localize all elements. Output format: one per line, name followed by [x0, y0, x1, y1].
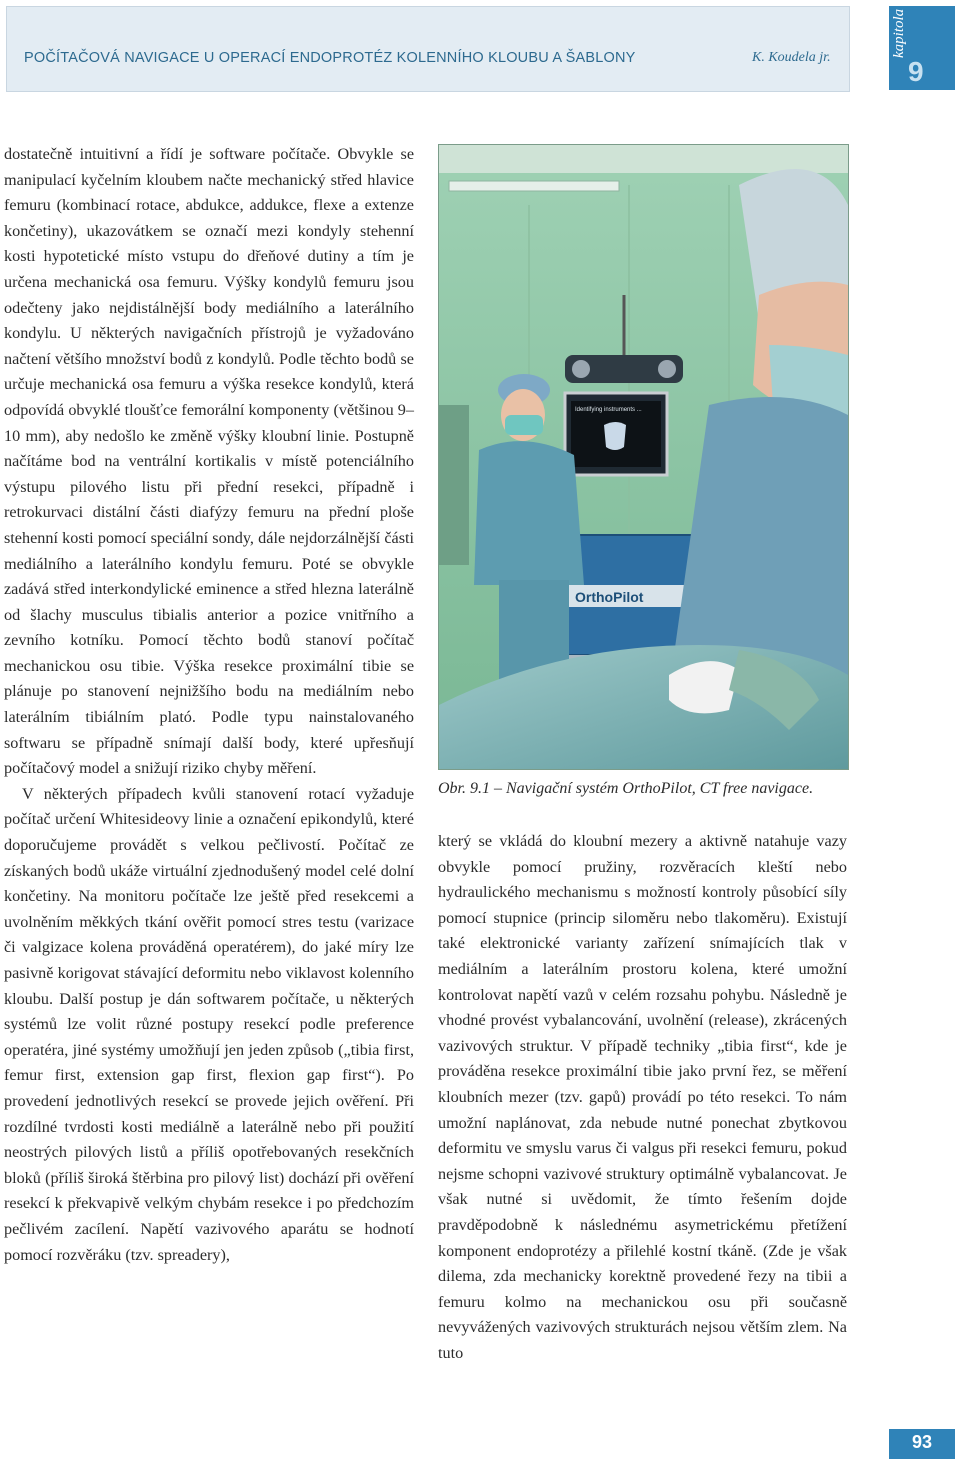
left-paragraph-1: dostatečně intuitivní a řídí je software počítače. Obvykle se manipulací kyčelním kloubem načte mechanický střed hlavice femuru (kombinací rotace, abdukce, addukce, flexe a extenze končetiny), ukazovátkem se označí mezi kondyly stehenní kosti hypotetické místo vstupu do dřeňové dutiny a tím je určena mechanická osa femuru. Výšky kondylů femuru jsou odečteny jako nejdistálnější body mediálního a laterálního kondylu. U některých navigačních přístrojů je vyžadováno načtení většího množství bodů z kondylů. Podle těchto bodů se určuje mechanická osa femuru a výška resekce kondylů, která odpovídá obvyklé tloušťce femorální komponenty (většinou 9–10 mm), aby nedošlo ke změně výšky kloubní linie. Postupně načítáme bod na ventrální kortikalis v místě potenciálního výstupu pilového listu při přední resekci, případně i retrokurvaci distální části diafýzy femuru na přední ploše stehenní kosti pomocí speciální sondy, dále nejdorzálnější části mediálního a laterálního kondylu femuru. Poté se obvykle zadává střed interkondylické eminence a střed hlezna laterálně od šlachy musculus tibialis anterior a pozice vnitřního a zevního kotníku. Pomocí těchto bodů stanoví počítač mechanickou osu tibie. Výška resekce proximální tibie se plánuje po stanovení nejnižšího bodu na mediálním nebo laterálním tibiálním plató. Podle typu nainstalovaného softwaru se případně snímají další body, které upřesňují počítačový model a snižují riziko chyby měření.: [4, 145, 414, 778]
running-author: K. Koudela jr.: [752, 50, 831, 65]
header-box: [6, 6, 850, 92]
figure-photo: [438, 144, 849, 770]
ceiling-light: [449, 181, 619, 191]
monitor-text: Identifying instruments ...: [575, 407, 642, 413]
right-paragraph-1: který se vkládá do kloubní mezery a aktivně natahuje vazy obvykle pomocí pružiny, rozvěracích kleští nebo hydraulického mechanismu s možností kontroly působící síly pomocí stupnice (princip siloměru nebo tlakoměru). Existují také elektronické varianty zařízení snímajících tlak v mediálním a laterálním prostoru kolena, které umožní kontrolovat napětí vazů v celém rozsahu pohybu. Následně je vhodné provést vybalancování, uvolnění (release), zkrácených vazivových struktur. V případě techniky „tibia first“, kde je prováděna resekce proximální tibie jako první řez, se měření kloubních mezer (tzv. gapů) provádí po této resekci. To nám umožní naplánovat, zda nebude nutné ponechat zbytkovou deformitu ve smyslu varus či valgus při resekci femuru, pokud nejsme schopni vazivové struktury optimálně vybalancovat. Je však nutné si uvědomit, že tímto řešením dojde pravděpodobně k následnému asymetrickému přetížení komponent endoprotézy a přilehlé kostní tkáně. (Zde je však dilema, zda mechanicky korektně provedené řezy na tibii a femuru kolmo na mechanickou osu při současně nevyvážených vazivových strukturách nejsou větším zlem. Na tuto: [438, 832, 847, 1362]
running-title: POČÍTAČOVÁ NAVIGACE U OPERACÍ ENDOPROTÉZ KOLENNÍHO KLOUBU A ŠABLONY: [24, 50, 636, 66]
monitor: [565, 393, 667, 475]
wall-panel: [439, 405, 469, 565]
page-number: 93: [911, 1432, 933, 1452]
right-column: [438, 829, 847, 1366]
chapter-number: 9: [908, 56, 924, 87]
operating-room-illustration: [439, 145, 848, 769]
chapter-word: kapitola: [891, 8, 907, 58]
figure-caption: Obr. 9.1 – Navigační systém OrthoPilot, CT free navigace.: [438, 780, 814, 797]
device-label: OrthoPilot: [575, 589, 644, 605]
ceiling: [439, 145, 848, 173]
left-paragraph-2: V některých případech kvůli stanovení rotací vyžaduje počítač určení Whitesideovy linie a označení epikondylů, které doporučujeme provádět s velkou pečlivostí. Počítač ze získaných bodů ukáže virtuální zjednodušený model celé dolní končetiny. Na monitoru počítače lze ještě před resekcemi a uvolněním měkkých tkání ověřit pomocí stres testu (varizace či valgizace kolena prováděná operatérem), do jaké míry lze pasivně korigovat stávající deformitu nebo viklavost kolenního kloubu. Další postup je dán softwarem počítače, u některých systémů lze volit různé postupy resekcí podle preference operatéra, jiné systémy umožňují jen jeden způsob („tibia first, femur first, extension gap first, flexion gap first“). Po provedení jednotlivých resekcí se provede jejich ověření. Při rozdílné tvrdosti kosti mediálně a laterálně nebo při použití neostrých pilových listů a příliš opotřebovaných resekčních bloků (příliš široká štěrbina pro pilový list) dochází při ověření resekcí k překvapivě velkým chybám resekce i po předchozím pečlivém zacílení. Napětí vazivového aparátu se hodnotí pomocí rozvěráku (tzv. spreadery),: [4, 784, 414, 1264]
left-column: [4, 142, 414, 1268]
